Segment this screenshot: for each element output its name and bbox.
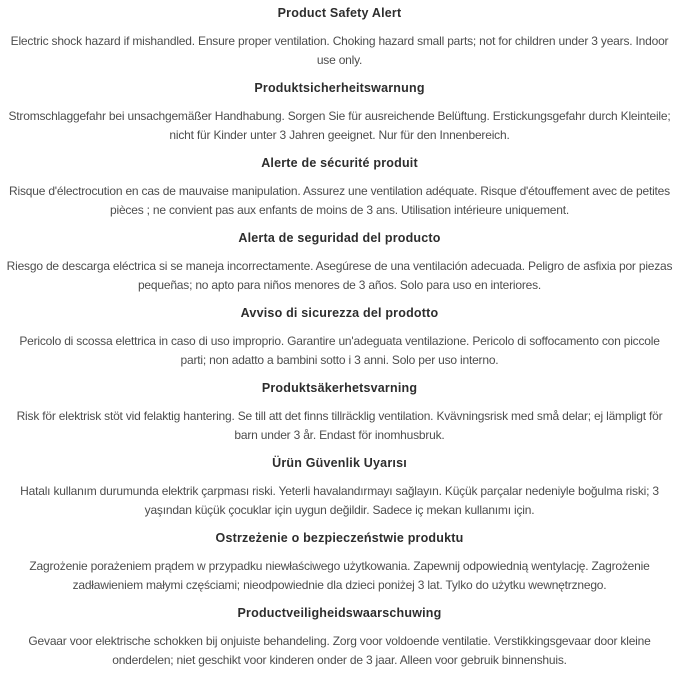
section-body-swedish: Risk för elektrisk stöt vid felaktig hantering. Se till att det finns tillräcklig ventilation. Kvävningsrisk med små delar; ej lämpligt för barn under 3 år. Endast för inomhusbruk.	[16, 409, 663, 442]
section-body-english: Electric shock hazard if mishandled. Ensure proper ventilation. Choking hazard small parts; not for children under 3 years. Indoor use only.	[10, 34, 669, 67]
section-turkish	[6, 454, 673, 520]
section-polish	[6, 529, 673, 595]
section-heading-turkish: Ürün Güvenlik Uyarısı	[272, 456, 407, 470]
section-body-spanish: Riesgo de descarga eléctrica si se maneja incorrectamente. Asegúrese de una ventilación adecuada. Peligro de asfixia por piezas pequeñas; no apto para niños menores de 3 años. Solo para uso en interiores.	[6, 259, 673, 292]
section-italian	[6, 304, 673, 370]
section-spanish	[6, 229, 673, 295]
section-french	[6, 154, 673, 220]
section-german	[6, 79, 673, 145]
section-heading-english: Product Safety Alert	[277, 6, 402, 20]
section-english	[6, 4, 673, 70]
section-swedish	[6, 379, 673, 445]
section-heading-italian: Avviso di sicurezza del prodotto	[240, 306, 439, 320]
section-body-dutch: Gevaar voor elektrische schokken bij onjuiste behandeling. Zorg voor voldoende ventilatie. Verstikkingsgevaar door kleine onderdelen; niet geschikt voor kinderen onder de 3 jaar. Alleen voor gebruik binnenshuis.	[28, 634, 651, 667]
section-heading-polish: Ostrzeżenie o bezpieczeństwie produktu	[215, 531, 464, 545]
section-body-german: Stromschlaggefahr bei unsachgemäßer Handhabung. Sorgen Sie für ausreichende Belüftung. Erstickungsgefahr durch Kleinteile; nicht für Kinder unter 3 Jahren geeignet. Nur für den Innenbereich.	[8, 109, 671, 142]
section-dutch	[6, 604, 673, 670]
section-heading-german: Produktsicherheitswarnung	[254, 81, 425, 95]
section-heading-french: Alerte de sécurité produit	[261, 156, 418, 170]
section-body-french: Risque d'électrocution en cas de mauvaise manipulation. Assurez une ventilation adéquate. Risque d'étouffement avec de petites pièces ; ne convient pas aux enfants de moins de 3 ans. Utilisation intérieure uniquement.	[9, 184, 670, 217]
section-heading-spanish: Alerta de seguridad del producto	[238, 231, 441, 245]
section-body-italian: Pericolo di scossa elettrica in caso di uso improprio. Garantire un'adeguata ventilazione. Pericolo di soffocamento con piccole parti; non adatto a bambini sotto i 3 anni. Solo per uso interno.	[19, 334, 660, 367]
section-body-turkish: Hatalı kullanım durumunda elektrik çarpması riski. Yeterli havalandırmayı sağlayın. Küçük parçalar nedeniyle boğulma riski; 3 yaşından küçük çocuklar için uygun değildir. Sadece iç mekan kullanımı için.	[20, 484, 659, 517]
section-heading-swedish: Produktsäkerhetsvarning	[261, 381, 418, 395]
section-heading-dutch: Productveiligheidswaarschuwing	[237, 606, 442, 620]
section-body-polish: Zagrożenie porażeniem prądem w przypadku niewłaściwego użytkowania. Zapewnij odpowiednią wentylację. Zagrożenie zadławieniem małymi częściami; nieodpowiednie dla dzieci poniżej 3 lat. Tylko do użytku wewnętrznego.	[29, 559, 650, 592]
